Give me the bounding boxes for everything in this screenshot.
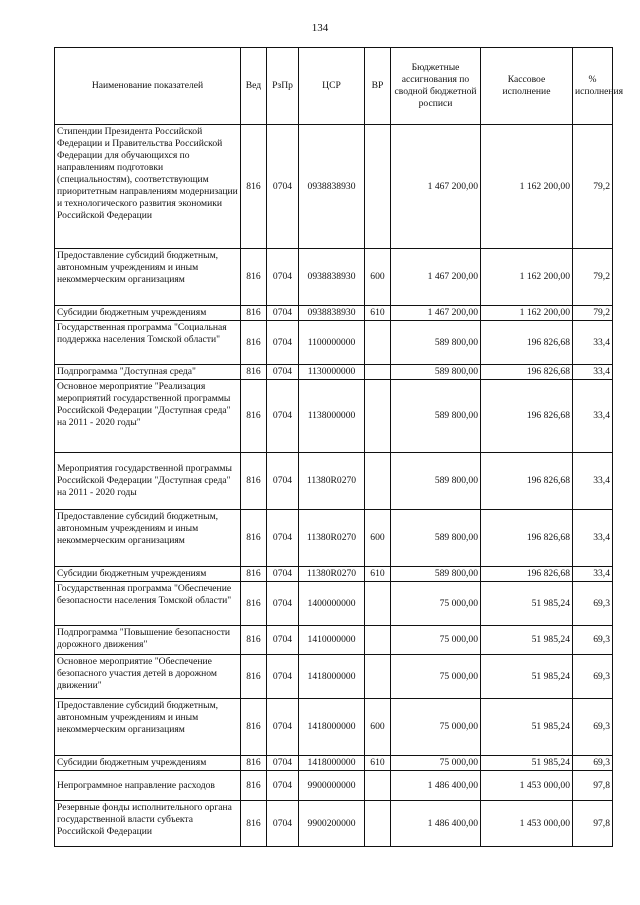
row-cash: 1 162 200,00 [481, 249, 573, 306]
table-row [55, 365, 613, 380]
header-cash: Кассовое исполнение [481, 48, 573, 125]
page-number: 134 [311, 22, 329, 34]
row-rzpr: 0704 [267, 453, 299, 510]
row-pct: 33,4 [573, 380, 613, 453]
row-budget: 589 800,00 [391, 365, 481, 380]
row-cash: 196 826,68 [481, 567, 573, 582]
row-ved: 816 [241, 801, 267, 847]
table-row [55, 801, 613, 847]
row-name: Подпрограмма "Повышение безопасности дорожного движения" [55, 626, 241, 655]
row-cash: 196 826,68 [481, 380, 573, 453]
row-vr [365, 626, 391, 655]
table-row [55, 306, 613, 321]
table-row [55, 453, 613, 510]
row-rzpr: 0704 [267, 380, 299, 453]
row-budget: 75 000,00 [391, 582, 481, 626]
header-ved: Вед [241, 48, 267, 125]
row-vr [365, 655, 391, 699]
row-cash: 51 985,24 [481, 756, 573, 771]
header-csr: ЦСР [299, 48, 365, 125]
row-budget: 589 800,00 [391, 567, 481, 582]
row-csr: 1418000000 [299, 699, 365, 756]
row-ved: 816 [241, 655, 267, 699]
row-vr: 600 [365, 249, 391, 306]
row-vr [365, 453, 391, 510]
row-budget: 589 800,00 [391, 321, 481, 365]
row-cash: 51 985,24 [481, 626, 573, 655]
row-csr: 11380R0270 [299, 567, 365, 582]
table-header-row [55, 48, 613, 125]
row-ved: 816 [241, 699, 267, 756]
row-name: Стипендии Президента Российской Федерации и Правительства Российской Федерации для обучающихся по направлениям подготовки (специальностям), соответствующим приоритетным направлениям модернизации и технологического развития экономики Российской Федерации [55, 125, 241, 249]
row-rzpr: 0704 [267, 567, 299, 582]
row-cash: 196 826,68 [481, 510, 573, 567]
row-pct: 33,4 [573, 321, 613, 365]
row-ved: 816 [241, 453, 267, 510]
row-pct: 33,4 [573, 567, 613, 582]
row-ved: 816 [241, 249, 267, 306]
table-row [55, 567, 613, 582]
row-vr: 610 [365, 567, 391, 582]
row-ved: 816 [241, 771, 267, 801]
row-rzpr: 0704 [267, 365, 299, 380]
row-pct: 97,8 [573, 801, 613, 847]
row-csr: 1100000000 [299, 321, 365, 365]
row-ved: 816 [241, 626, 267, 655]
row-pct: 69,3 [573, 655, 613, 699]
row-csr: 1400000000 [299, 582, 365, 626]
row-name: Государственная программа "Социальная поддержка населения Томской области" [55, 321, 241, 365]
row-csr: 11380R0270 [299, 453, 365, 510]
row-name: Предоставление субсидий бюджетным, автономным учреждениям и иным некоммерческим организациям [55, 249, 241, 306]
table-row [55, 655, 613, 699]
row-rzpr: 0704 [267, 655, 299, 699]
row-budget: 589 800,00 [391, 380, 481, 453]
row-rzpr: 0704 [267, 582, 299, 626]
header-vr: ВР [365, 48, 391, 125]
row-rzpr: 0704 [267, 626, 299, 655]
row-budget: 1 486 400,00 [391, 801, 481, 847]
row-cash: 1 162 200,00 [481, 306, 573, 321]
row-budget: 1 486 400,00 [391, 771, 481, 801]
row-pct: 79,2 [573, 125, 613, 249]
row-csr: 1138000000 [299, 380, 365, 453]
row-cash: 196 826,68 [481, 321, 573, 365]
table-row [55, 380, 613, 453]
row-ved: 816 [241, 365, 267, 380]
row-rzpr: 0704 [267, 321, 299, 365]
row-ved: 816 [241, 582, 267, 626]
row-csr: 11380R0270 [299, 510, 365, 567]
header-name: Наименование показателей [55, 48, 241, 125]
row-pct: 33,4 [573, 453, 613, 510]
table-row [55, 626, 613, 655]
row-vr [365, 365, 391, 380]
row-pct: 97,8 [573, 771, 613, 801]
row-budget: 75 000,00 [391, 655, 481, 699]
row-name: Субсидии бюджетным учреждениям [55, 756, 241, 771]
table-row [55, 756, 613, 771]
row-pct: 79,2 [573, 249, 613, 306]
row-rzpr: 0704 [267, 249, 299, 306]
row-cash: 51 985,24 [481, 655, 573, 699]
row-budget: 75 000,00 [391, 756, 481, 771]
row-csr: 1418000000 [299, 655, 365, 699]
row-ved: 816 [241, 125, 267, 249]
row-vr [365, 380, 391, 453]
table-row [55, 699, 613, 756]
row-ved: 816 [241, 321, 267, 365]
row-name: Основное мероприятие "Реализация мероприятий государственной программы Российской Федерации "Доступная среда" на 2011 - 2020 годы" [55, 380, 241, 453]
row-name: Подпрограмма "Доступная среда" [55, 365, 241, 380]
table-row [55, 582, 613, 626]
row-csr: 1130000000 [299, 365, 365, 380]
row-name: Мероприятия государственной программы Российской Федерации "Доступная среда" на 2011 - 2020 годы [55, 453, 241, 510]
table-row [55, 125, 613, 249]
row-pct: 79,2 [573, 306, 613, 321]
table-row [55, 321, 613, 365]
row-cash: 196 826,68 [481, 365, 573, 380]
row-rzpr: 0704 [267, 510, 299, 567]
row-ved: 816 [241, 380, 267, 453]
row-cash: 1 453 000,00 [481, 801, 573, 847]
row-cash: 1 162 200,00 [481, 125, 573, 249]
row-name: Субсидии бюджетным учреждениям [55, 306, 241, 321]
header-pct: % исполнения [573, 48, 613, 125]
table-row [55, 249, 613, 306]
row-budget: 75 000,00 [391, 626, 481, 655]
row-name: Непрограммное направление расходов [55, 771, 241, 801]
row-pct: 69,3 [573, 756, 613, 771]
row-budget: 75 000,00 [391, 699, 481, 756]
row-csr: 0938838930 [299, 249, 365, 306]
row-pct: 69,3 [573, 699, 613, 756]
row-rzpr: 0704 [267, 801, 299, 847]
row-cash: 1 453 000,00 [481, 771, 573, 801]
table-row [55, 771, 613, 801]
row-name: Субсидии бюджетным учреждениям [55, 567, 241, 582]
row-vr [365, 801, 391, 847]
row-vr: 600 [365, 699, 391, 756]
row-pct: 69,3 [573, 582, 613, 626]
row-ved: 816 [241, 756, 267, 771]
row-name: Предоставление субсидий бюджетным, автономным учреждениям и иным некоммерческим организациям [55, 699, 241, 756]
row-ved: 816 [241, 306, 267, 321]
row-vr [365, 321, 391, 365]
budget-table [54, 47, 624, 847]
row-rzpr: 0704 [267, 306, 299, 321]
row-name: Резервные фонды исполнительного органа государственной власти субъекта Российской Федерации [55, 801, 241, 847]
row-rzpr: 0704 [267, 756, 299, 771]
row-pct: 33,4 [573, 365, 613, 380]
row-name: Основное мероприятие "Обеспечение безопасного участия детей в дорожном движении" [55, 655, 241, 699]
row-rzpr: 0704 [267, 699, 299, 756]
row-vr: 610 [365, 756, 391, 771]
row-vr [365, 125, 391, 249]
row-csr: 0938838930 [299, 125, 365, 249]
header-budget: Бюджетные ассигнования по сводной бюджетной росписи [391, 48, 481, 125]
row-csr: 9900200000 [299, 801, 365, 847]
row-budget: 1 467 200,00 [391, 306, 481, 321]
row-ved: 816 [241, 510, 267, 567]
row-budget: 589 800,00 [391, 510, 481, 567]
row-pct: 69,3 [573, 626, 613, 655]
row-budget: 1 467 200,00 [391, 249, 481, 306]
row-name: Предоставление субсидий бюджетным, автономным учреждениям и иным некоммерческим организациям [55, 510, 241, 567]
row-rzpr: 0704 [267, 771, 299, 801]
row-csr: 1418000000 [299, 756, 365, 771]
row-cash: 196 826,68 [481, 453, 573, 510]
table-row [55, 510, 613, 567]
row-budget: 1 467 200,00 [391, 125, 481, 249]
row-vr [365, 582, 391, 626]
row-rzpr: 0704 [267, 125, 299, 249]
row-vr: 600 [365, 510, 391, 567]
row-ved: 816 [241, 567, 267, 582]
row-vr: 610 [365, 306, 391, 321]
row-csr: 0938838930 [299, 306, 365, 321]
row-vr [365, 771, 391, 801]
row-pct: 33,4 [573, 510, 613, 567]
row-cash: 51 985,24 [481, 582, 573, 626]
row-csr: 9900000000 [299, 771, 365, 801]
row-name: Государственная программа "Обеспечение безопасности населения Томской области" [55, 582, 241, 626]
row-csr: 1410000000 [299, 626, 365, 655]
header-rzpr: РзПр [267, 48, 299, 125]
row-budget: 589 800,00 [391, 453, 481, 510]
row-cash: 51 985,24 [481, 699, 573, 756]
